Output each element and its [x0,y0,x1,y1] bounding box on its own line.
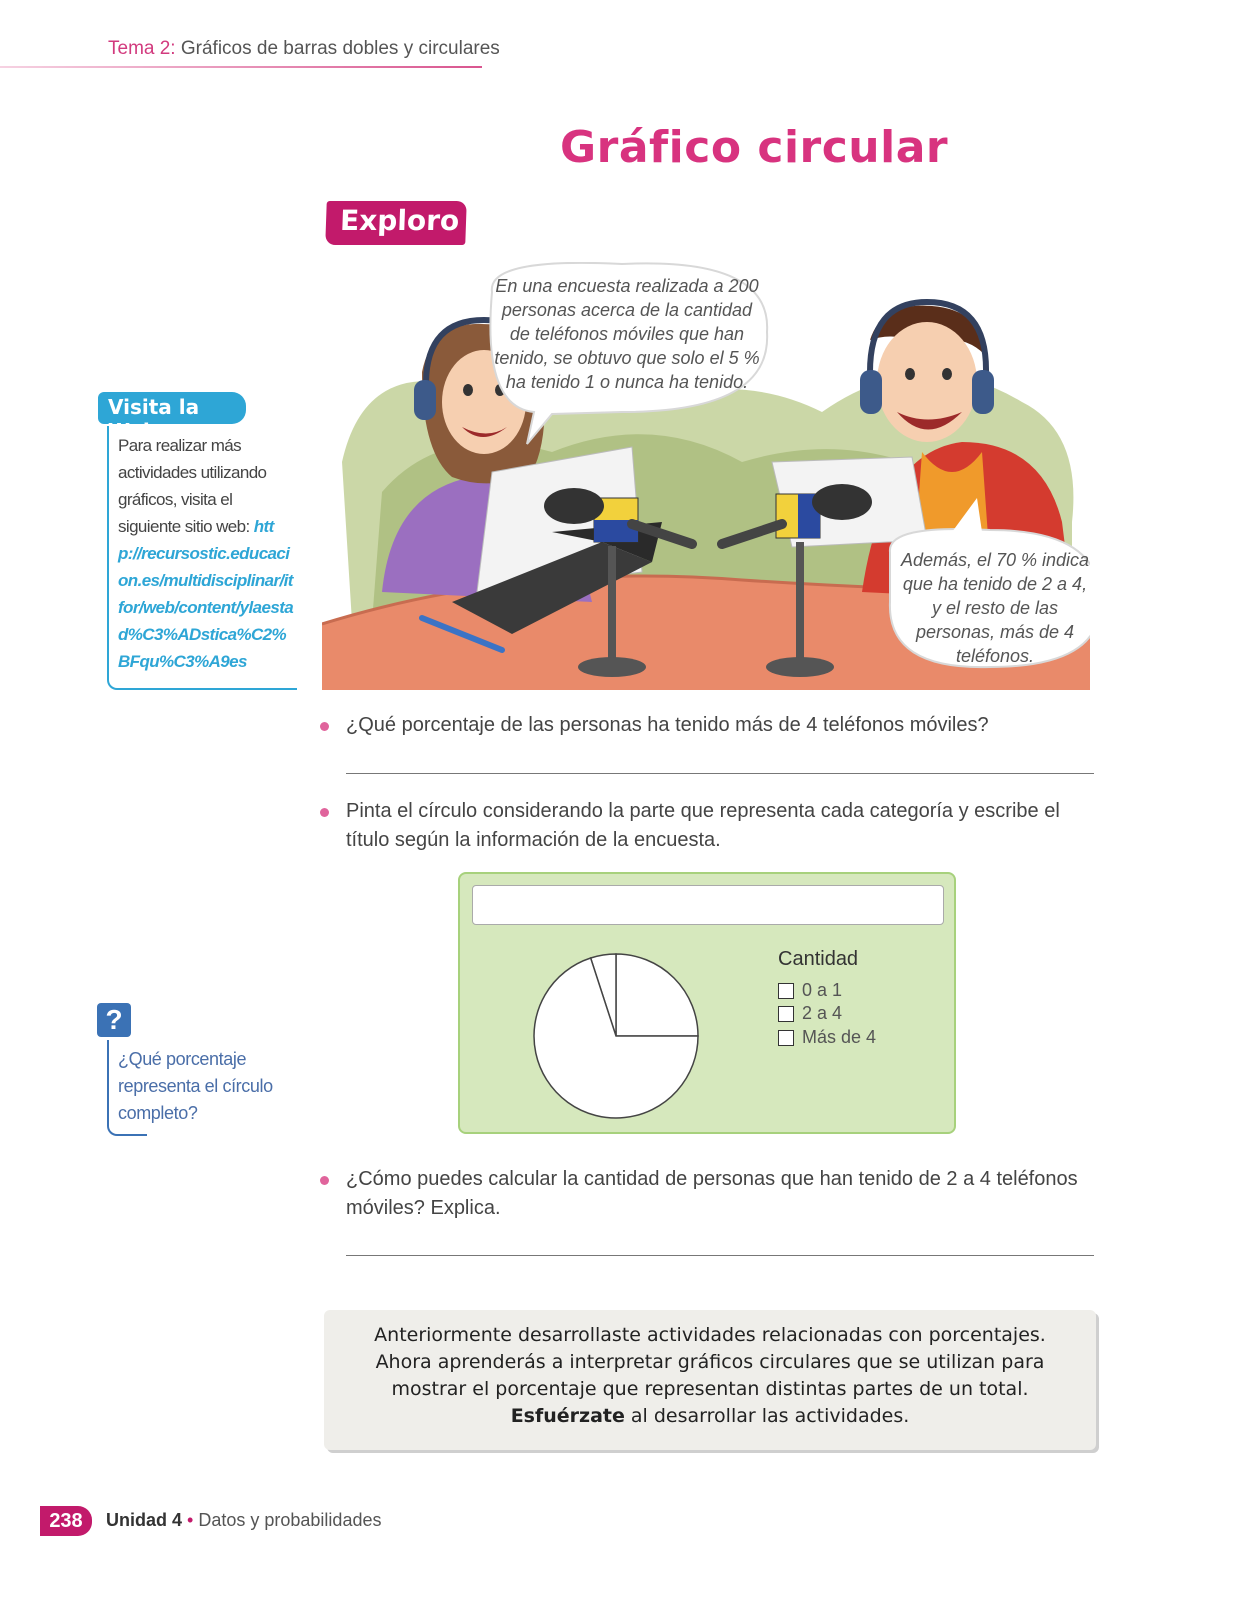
legend-checkbox-2[interactable] [778,1030,794,1046]
page-header [108,38,500,60]
message-line-4 [324,1403,1096,1430]
message-line-4-rest: al desarrollar las actividades. [624,1405,910,1427]
legend-label-1: 2 a 4 [802,1003,843,1023]
legend-label-0: 0 a 1 [802,980,843,1000]
question-3: ¿Cómo puedes calcular la cantidad de personas que han tenido de 2 a 4 teléfonos móviles? Explica. [346,1168,1078,1219]
tema-subtitle: Gráficos de barras dobles y circulares [180,38,500,59]
pie-chart[interactable] [530,950,702,1122]
visit-web-link[interactable]: http://recursostic.educacion.es/multidisciplinar/itfor/web/content/ylaestad%C3%ADstica%C2%BFqu%C3%A9es [118,517,294,671]
header-divider [0,66,482,68]
question-icon: ? [97,1003,131,1037]
speech-bubble-man: Además, el 70 % indica que ha tenido de 2 a 4, y el resto de las personas, más de 4 teléfonos. [900,550,1090,666]
message-line-3: mostrar el porcentaje que representan distintas partes de un total. [391,1378,1029,1400]
question-2: Pinta el círculo considerando la parte que representa cada categoría y escribe el título según la información de la encuesta. [346,800,1060,851]
legend-item-2 [778,1027,876,1048]
bullet-1 [320,722,329,731]
visit-web-text [118,432,296,675]
bullet-3 [320,1176,329,1185]
message-line-1: Anteriormente desarrollaste actividades relacionadas con porcentajes. [374,1324,1046,1346]
visit-web-tab: Visita la Web [98,392,246,424]
legend-title: Cantidad [778,948,859,970]
section-label-exploro: Exploro [325,201,467,245]
question-1: ¿Qué porcentaje de las personas ha tenido más de 4 teléfonos móviles? [346,714,989,736]
legend-item-1 [778,1003,842,1024]
answer-line-1[interactable] [346,773,1094,774]
legend-item-0 [778,980,842,1001]
page-title: Gráfico circular [560,122,949,173]
speech-bubble-woman: En una encuesta realizada a 200 personas acerca de la cantidad de teléfonos móviles que han tenido, se obtuvo que solo el 5 % ha tenido 1 o nunca ha tenido. [494,276,760,392]
legend-checkbox-0[interactable] [778,983,794,999]
footer-separator: • [187,1510,194,1530]
legend-label-2: Más de 4 [802,1027,877,1047]
question-sidebar-text: ¿Qué porcentaje representa el círculo completo? [118,1049,273,1123]
visit-web-description: Para realizar más actividades utilizando gráficos, visita el siguiente sitio web: [118,436,267,536]
footer [106,1510,381,1531]
message-text [324,1322,1096,1430]
answer-line-3[interactable] [346,1255,1094,1256]
footer-topic: Datos y probabilidades [198,1510,382,1530]
pie-slice-más-de-4[interactable] [616,954,698,1036]
message-line-2: Ahora aprenderás a interpretar gráficos circulares que se utilizan para [375,1351,1045,1373]
tema-label: Tema 2: [108,38,176,59]
footer-unit: Unidad 4 [106,1510,183,1530]
page-number: 238 [40,1506,92,1536]
chart-title-input[interactable] [472,885,944,925]
legend-checkbox-1[interactable] [778,1006,794,1022]
message-bold: Esfuérzate [510,1405,625,1427]
bullet-2 [320,808,329,817]
